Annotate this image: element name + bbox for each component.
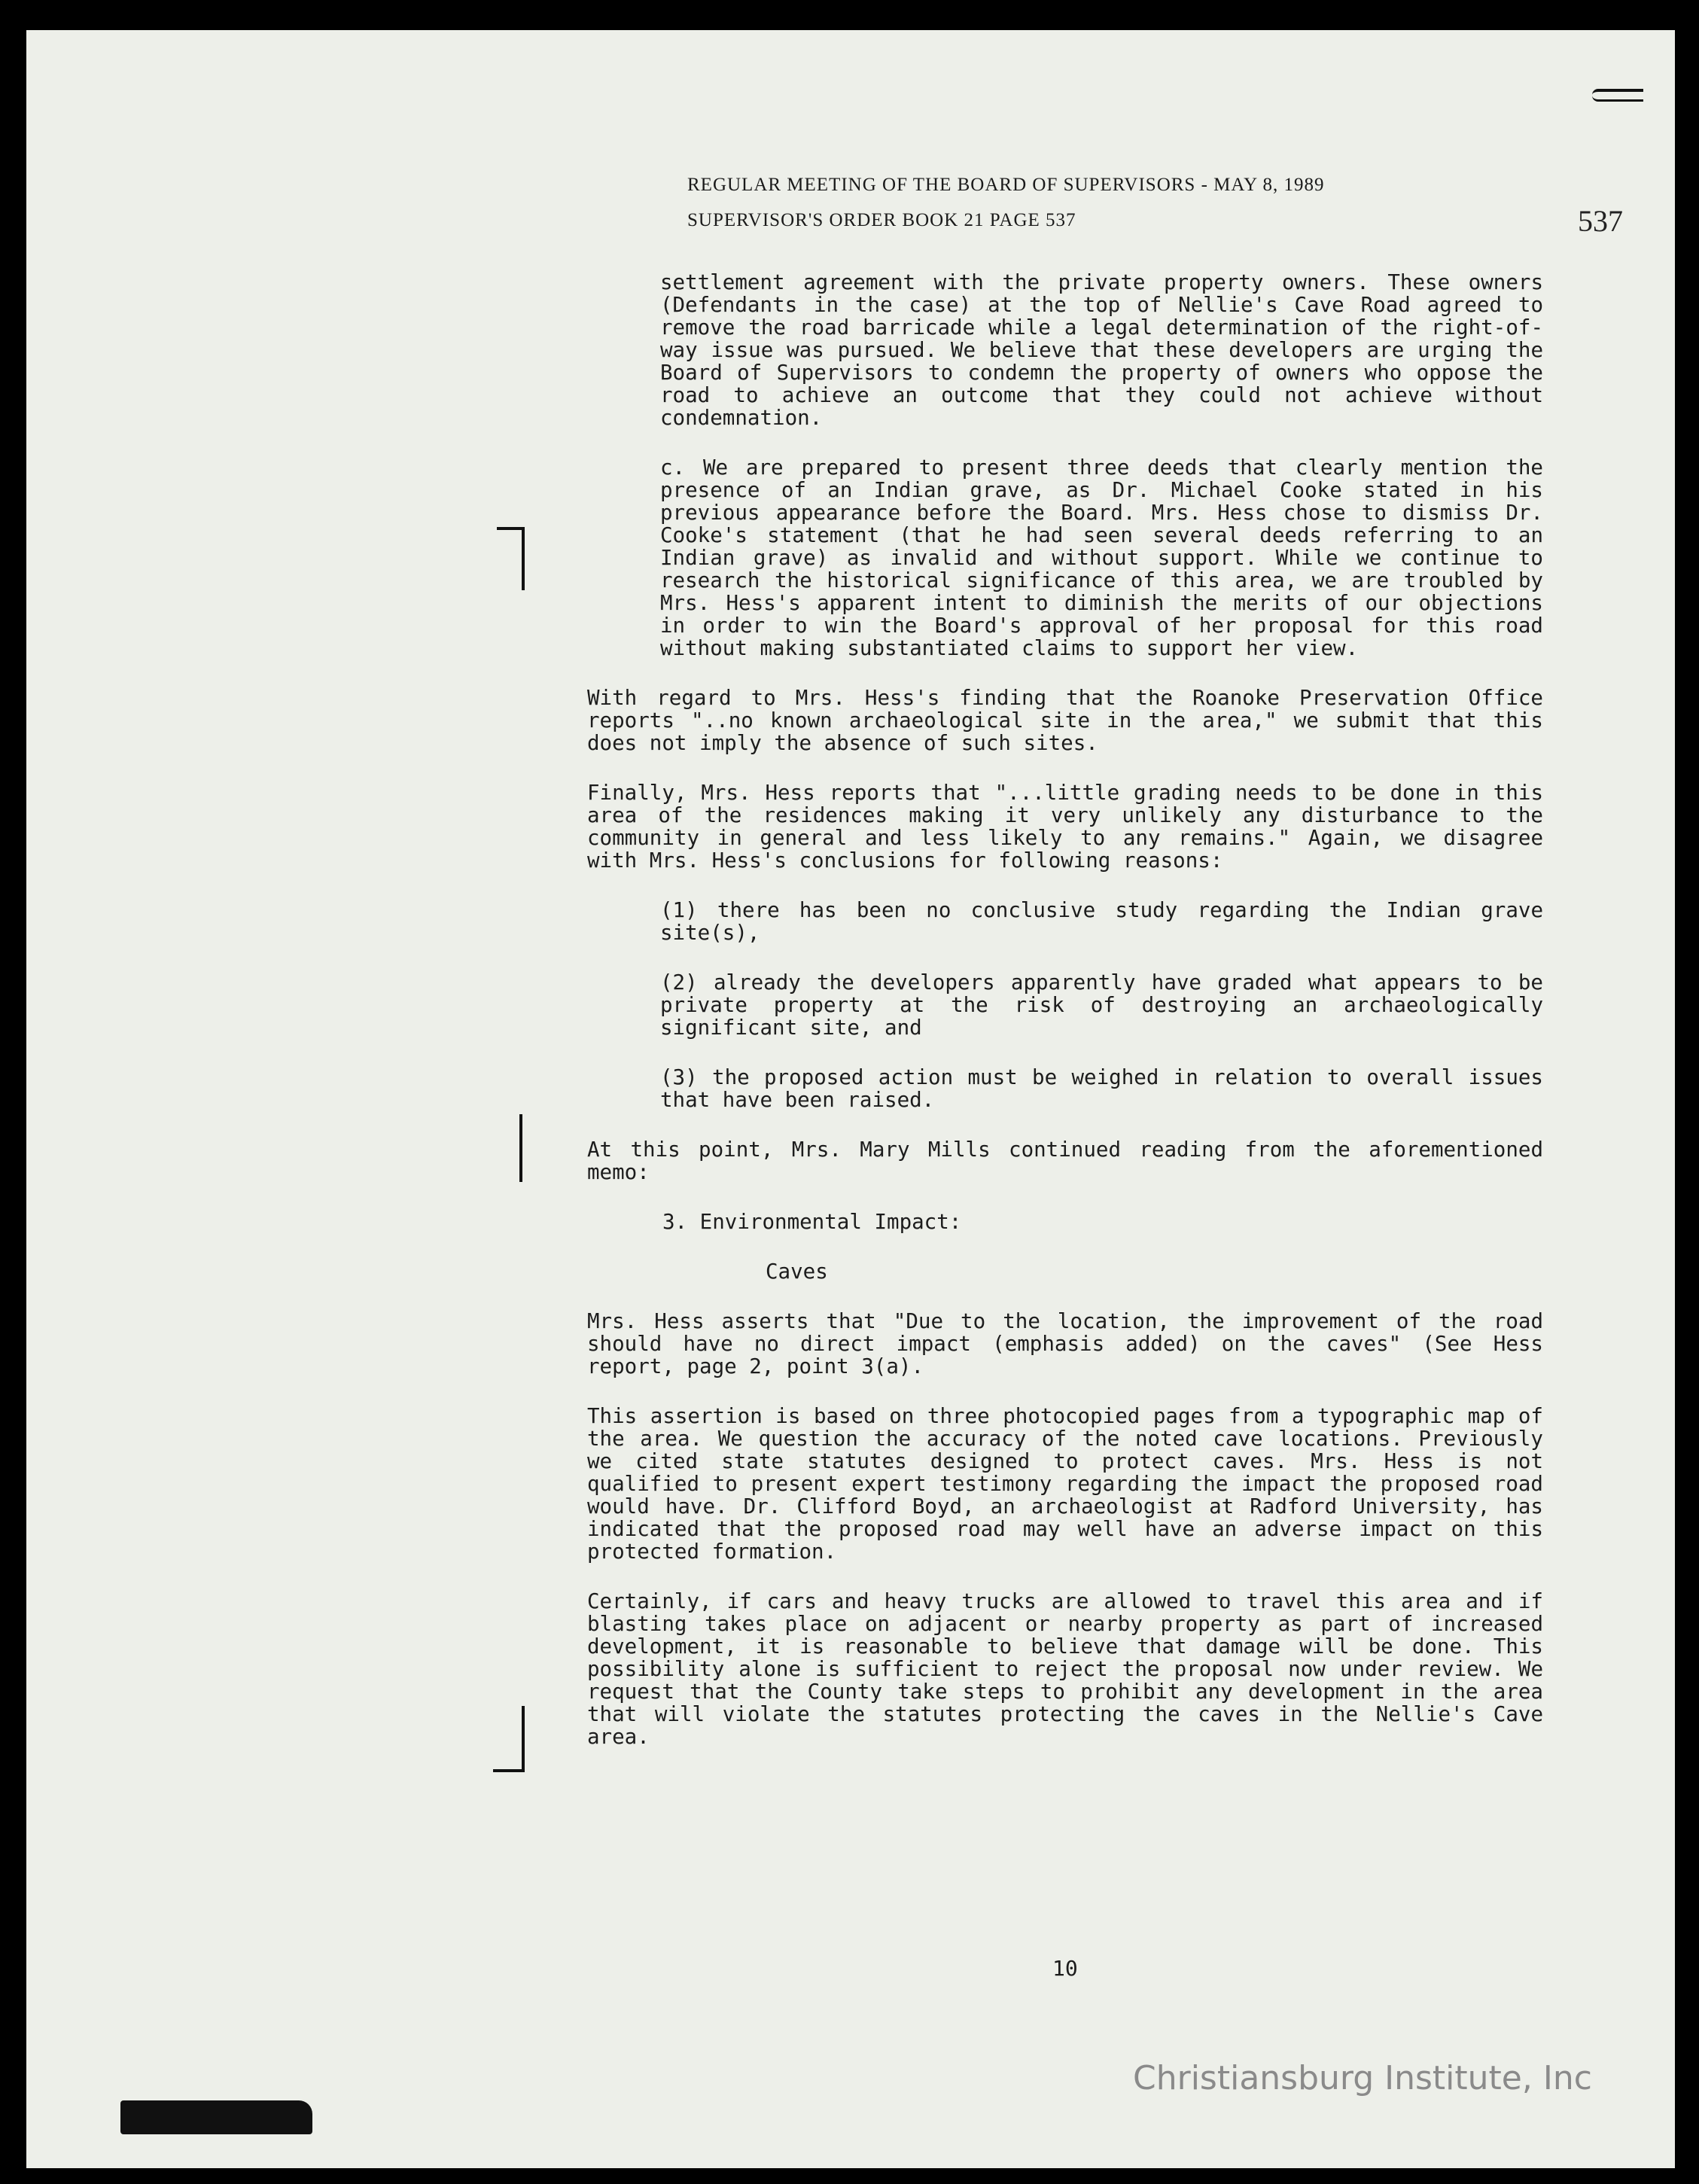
watermark: Christiansburg Institute, Inc xyxy=(1133,2059,1592,2097)
page-stamp: 537 xyxy=(1578,204,1623,238)
paragraph: Mrs. Hess asserts that "Due to the location, the improvement of the road should have no direct impact (emphasis added) on the caves" (See Hess report, page 2, point 3(a). xyxy=(587,1309,1543,1378)
paragraph: Certainly, if cars and heavy trucks are allowed to travel this area and if blasting takes place on adjacent or nearby property as part of increased development, it is reasonable to believe that damage will be done. This possibility alone is sufficient to reject the proposal now under review. We request that the County take steps to prohibit any development in the area that will violate the statutes protecting the caves in the Nellie's Cave area. xyxy=(587,1589,1543,1749)
section-heading: 3. Environmental Impact: xyxy=(662,1210,962,1234)
paragraph: settlement agreement with the private property owners. These owners (Defendants in the case) at the top of Nellie's Cave Road agreed to remove the road barricade while a legal determination of the right-of-way issue was pursued. We believe that these developers are urging the Board of Supervisors to condemn the property of owners who oppose the road to achieve an outcome that they could not achieve without condemnation. xyxy=(660,270,1543,430)
margin-bracket xyxy=(519,1114,522,1182)
list-item: (1) there has been no conclusive study regarding the Indian grave site(s), xyxy=(660,898,1543,945)
paragraph: Finally, Mrs. Hess reports that "...little grading needs to be done in this area of the residences making it very unlikely any disturbance to the community in general and less likely to any remains." Again, we disagree with Mrs. Hess's conclusions for following reasons: xyxy=(587,781,1543,873)
list-item: (2) already the developers apparently have graded what appears to be private property at the risk of destroying an archaeologically significant site, and xyxy=(660,970,1543,1040)
paragraph: At this point, Mrs. Mary Mills continued reading from the aforementioned memo: xyxy=(587,1138,1543,1184)
pen-mark xyxy=(1592,89,1643,102)
document-body xyxy=(587,271,1543,1775)
meeting-header: REGULAR MEETING OF THE BOARD OF SUPERVISORS - MAY 8, 1989 xyxy=(687,175,1325,195)
paragraph: With regard to Mrs. Hess's finding that the Roanoke Preservation Office reports "..no known archaeological site in the area," we submit that this does not imply the absence of such sites. xyxy=(587,686,1543,755)
list-item: (3) the proposed action must be weighed in relation to overall issues that have been raised. xyxy=(660,1065,1543,1112)
paragraph: c. We are prepared to present three deeds that clearly mention the presence of an Indian grave, as Dr. Michael Cooke stated in his previous appearance before the Board. Mrs. Hess chose to dismiss Dr. Cooke's statement (that he had seen several deeds referring to an Indian grave) as invalid and without support. While we continue to research the historical significance of this area, we are troubled by Mrs. Hess's apparent intent to diminish the merits of our objections in order to win the Board's approval of her proposal for this road without making substantiated claims to support her view. xyxy=(660,455,1543,660)
page-number: 10 xyxy=(1052,1956,1078,1981)
paragraph: This assertion is based on three photocopied pages from a typographic map of the area. We question the accuracy of the noted cave locations. Previously we cited state statutes designed to protect caves. Mrs. Hess is not qualified to present expert testimony regarding the impact the proposed road would have. Dr. Clifford Boyd, an archaeologist at Radford University, has indicated that the proposed road may well have an adverse impact on this protected formation. xyxy=(587,1404,1543,1564)
margin-bracket xyxy=(497,527,525,590)
tape-mark xyxy=(120,2100,312,2134)
subsection-heading: Caves xyxy=(766,1260,828,1284)
margin-bracket xyxy=(493,1706,525,1772)
order-book-header: SUPERVISOR'S ORDER BOOK 21 PAGE 537 xyxy=(687,210,1076,230)
